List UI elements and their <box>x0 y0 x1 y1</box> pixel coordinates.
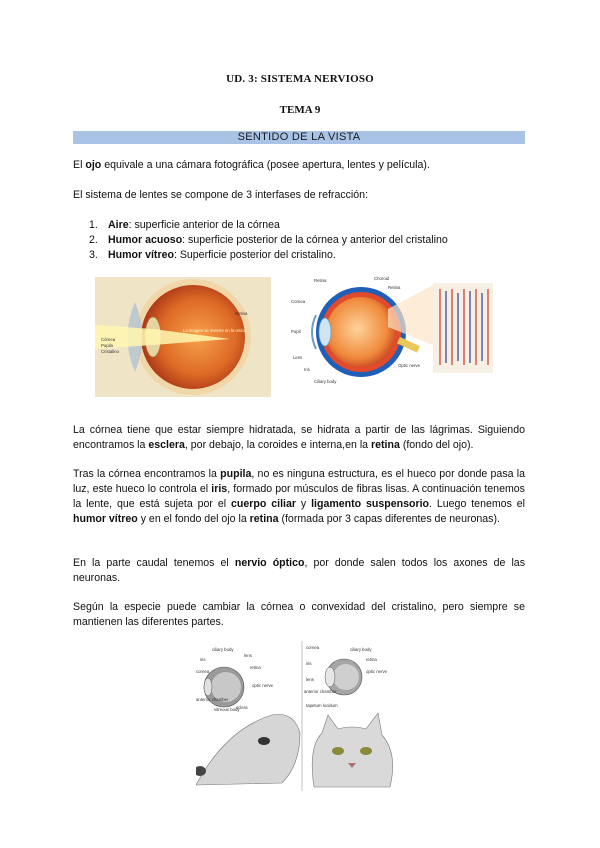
cat-eye-left <box>332 747 344 755</box>
label-choroid: Choroid <box>374 276 390 281</box>
label-retina: Retina <box>314 278 327 283</box>
dog-eye <box>258 737 270 745</box>
label-optic-nerve: Optic nerve <box>398 363 420 368</box>
list-number: 3. <box>89 249 98 261</box>
label-pupil: Pupila <box>101 343 113 348</box>
bold-term: iris <box>211 483 228 495</box>
text: La córnea tiene que estar siempre hidratada, se hidrata a partir de las lágrimas. Siguiendo encontramos la <box>73 424 525 451</box>
section-band <box>73 131 525 144</box>
label-iris: iris <box>306 661 312 666</box>
text: , por donde salen todos los axones de las neuronas. <box>73 557 525 584</box>
unit-title: UD. 3: SISTEMA NERVIOSO <box>226 73 374 85</box>
paragraph-cornea <box>73 423 525 453</box>
eye-diagram-light-figure <box>95 277 271 397</box>
list-item <box>89 248 336 263</box>
text: , por debajo, la coroides e interna,en la <box>184 439 372 451</box>
bold-term: ligamento suspensorio <box>311 498 430 510</box>
vitreous-body <box>326 297 396 367</box>
section-title: SENTIDO DE LA VISTA <box>237 131 361 143</box>
label-lens: Lens <box>293 355 303 360</box>
label-retina: Retina <box>235 311 248 316</box>
paragraph-optic-nerve <box>73 556 525 586</box>
label-lens: Cristalino <box>101 349 119 354</box>
label-retina-2: Retina <box>388 285 401 290</box>
animal-eyes-figure <box>196 637 406 795</box>
list-desc: : Superficie posterior del cristalino. <box>173 249 336 261</box>
bold-term: retina <box>249 513 279 525</box>
eye-retina-layers-figure <box>288 275 508 393</box>
list-term: Aire <box>108 219 129 231</box>
list-item <box>89 218 280 233</box>
label-image-inverted: La imagen se invierte en la retina <box>183 328 247 333</box>
lens-shape <box>319 318 331 346</box>
label-retina: retina <box>250 665 261 670</box>
label-ciliary-body: Ciliary body <box>314 379 337 384</box>
intro-paragraph-2: El sistema de lentes se compone de 3 interfases de refracción: <box>73 189 369 201</box>
bold-term: esclera <box>148 439 185 451</box>
topic-title: TEMA 9 <box>279 104 321 116</box>
text: (formada por 3 capas diferentes de neuronas). <box>278 513 500 525</box>
label-vitreous-body: vitreous body <box>214 707 240 712</box>
label-anterior-chamber: anterior chamber <box>196 697 229 702</box>
label-lens: lens <box>306 677 314 682</box>
label-cornea: Cornea <box>291 299 306 304</box>
cat-lens <box>325 667 335 687</box>
text: El <box>73 159 86 171</box>
text: (fondo del ojo). <box>399 439 474 451</box>
list-number: 1. <box>89 219 98 231</box>
label-pupil: Pupil <box>291 329 301 334</box>
list-term: Humor acuoso <box>108 234 183 246</box>
text: , no es ninguna estructura, es el hueco por donde pasa la luz, este hueco lo controla el <box>73 468 526 495</box>
list-item <box>89 233 448 248</box>
bold-term: ojo <box>85 159 102 171</box>
text: equivale a una cámara fotográfica (posee apertura, lentes y película). <box>101 159 430 171</box>
label-ciliary-body: ciliary body <box>212 647 234 652</box>
retinal-layer-panel <box>433 283 493 373</box>
cornea-shape <box>312 315 316 349</box>
text: . Luego tenemos el <box>429 498 526 510</box>
label-optic-nerve: optic nerve <box>252 683 274 688</box>
label-cornea: Córnea <box>101 337 116 342</box>
text: , formado por músculos de fibras lisas. A continuación tenemos la lente, que está sujeta por el <box>73 483 525 510</box>
label-optic-nerve: optic nerve <box>366 669 388 674</box>
paragraph-pupil <box>73 467 525 527</box>
label-anterior-chamber: anterior chamber <box>304 689 337 694</box>
text: y en el fondo del ojo la <box>137 513 250 525</box>
label-retina: retina <box>366 657 377 662</box>
dog-lens <box>204 678 212 696</box>
label-cornea: cornea <box>196 669 210 674</box>
cat-eye-interior <box>333 664 359 690</box>
text: Tras la córnea encontramos la <box>73 468 221 480</box>
label-sclera: sclera <box>236 705 248 710</box>
list-number: 2. <box>89 234 98 246</box>
label-cornea: cornea <box>306 645 320 650</box>
intro-paragraph-1 <box>73 158 525 173</box>
bold-term: pupila <box>220 468 252 480</box>
bold-term: retina <box>371 439 400 451</box>
label-iris: iris <box>200 657 206 662</box>
list-desc: : superficie anterior de la córnea <box>128 219 280 231</box>
cat-eye-right <box>360 747 372 755</box>
list-term: Humor vítreo <box>108 249 174 261</box>
label-iris: Iris <box>304 367 310 372</box>
text: En la parte caudal tenemos el <box>73 557 235 569</box>
label-ciliary-body: ciliary body <box>350 647 372 652</box>
list-desc: : superficie posterior de la córnea y anterior del cristalino <box>182 234 448 246</box>
text: y <box>295 498 312 510</box>
bold-term: humor vítreo <box>73 513 138 525</box>
label-tapetum-lucidum: tapetum lucidum <box>306 703 338 708</box>
bold-term: nervio óptico <box>234 557 305 569</box>
label-lens: lens <box>244 653 252 658</box>
bold-term: cuerpo ciliar <box>231 498 296 510</box>
paragraph-species: Según la especie puede cambiar la córnea o convexidad del cristalino, pero siempre se mantienen las diferentes partes. <box>73 601 525 628</box>
